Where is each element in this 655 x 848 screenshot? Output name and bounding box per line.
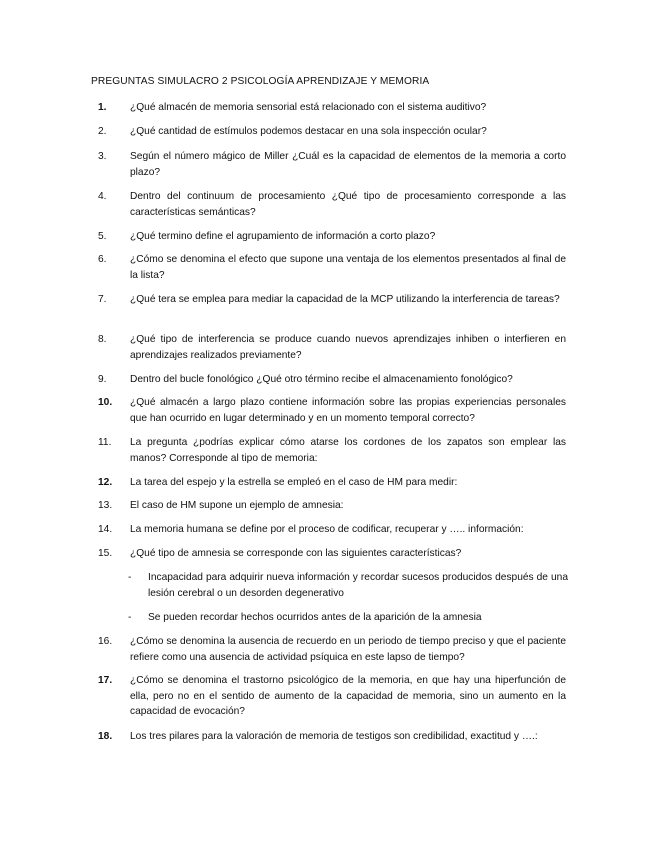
question-text: El caso de HM supone un ejemplo de amnesia: xyxy=(130,500,344,511)
bullet-text: Se pueden recordar hechos ocurridos antes de la aparición de la amnesia xyxy=(148,612,482,623)
question-item xyxy=(98,729,566,745)
question-item xyxy=(98,522,566,538)
question-text: ¿Qué tipo de interferencia se produce cuando nuevos aprendizajes inhiben o interfieren en aprendizajes realizados previamente? xyxy=(130,334,566,361)
question-item xyxy=(98,252,566,283)
question-number: 13. xyxy=(98,500,113,511)
bullet-item xyxy=(128,610,568,626)
question-text: ¿Qué cantidad de estímulos podemos destacar en una sola inspección ocular? xyxy=(130,126,487,137)
question-number: 17. xyxy=(98,675,113,686)
question-number: 6. xyxy=(98,254,107,265)
question-number: 8. xyxy=(98,334,107,345)
question-number: 1. xyxy=(98,102,107,113)
question-number: 15. xyxy=(98,548,113,559)
question-text: Los tres pilares para la valoración de memoria de testigos son credibilidad, exactitud y ….: xyxy=(130,731,538,742)
question-number: 11. xyxy=(98,437,112,448)
question-number: 4. xyxy=(98,191,107,202)
question-text: Según el número mágico de Miller ¿Cuál es la capacidad de elementos de la memoria a corto plazo? xyxy=(130,151,566,178)
question-item xyxy=(98,189,566,220)
question-number: 7. xyxy=(98,294,107,305)
question-item xyxy=(98,124,566,140)
question-text: La pregunta ¿podrías explicar cómo atarse los cordones de los zapatos son emplear las manos? Corresponde al tipo de memoria: xyxy=(130,437,566,464)
question-text: ¿Qué almacén de memoria sensorial está relacionado con el sistema auditivo? xyxy=(130,102,487,113)
question-item xyxy=(98,229,566,245)
question-number: 14. xyxy=(98,524,113,535)
question-number: 9. xyxy=(98,374,107,385)
question-number: 16. xyxy=(98,636,113,647)
question-number: 2. xyxy=(98,126,107,137)
question-number: 5. xyxy=(98,231,107,242)
question-item xyxy=(98,475,566,491)
document-title: PREGUNTAS SIMULACRO 2 PSICOLOGÍA APRENDIZAJE Y MEMORIA xyxy=(91,76,430,87)
question-text: ¿Qué tera se emplea para mediar la capacidad de la MCP utilizando la interferencia de tareas? xyxy=(130,294,560,305)
bullet-item xyxy=(128,570,568,601)
question-text: Dentro del continuum de procesamiento ¿Qué tipo de procesamiento corresponde a las características semánticas? xyxy=(130,191,566,218)
question-item xyxy=(98,100,566,116)
question-text: ¿Qué termino define el agrupamiento de información a corto plazo? xyxy=(130,231,436,242)
question-text: ¿Cómo se denomina el efecto que supone una ventaja de los elementos presentados al final de la lista? xyxy=(130,254,566,281)
question-item xyxy=(98,332,566,363)
question-item xyxy=(98,634,566,665)
question-text: La tarea del espejo y la estrella se empleó en el caso de HM para medir: xyxy=(130,477,458,488)
question-item xyxy=(98,673,566,720)
question-number: 18. xyxy=(98,731,113,742)
question-item xyxy=(98,546,566,562)
question-number: 10. xyxy=(98,397,113,408)
question-item xyxy=(98,498,566,514)
question-item xyxy=(98,435,566,466)
bullet-dash: - xyxy=(128,612,132,623)
question-item xyxy=(98,372,566,388)
question-text: ¿Qué tipo de amnesia se corresponde con las siguientes características? xyxy=(130,548,462,559)
question-item xyxy=(98,292,566,308)
question-text: ¿Cómo se denomina el trastorno psicológico de la memoria, en que hay una hiperfunción de ella, pero no en el sentido de aumento de la capacidad de memoria, sino un aumento en la capacidad de evocación? xyxy=(130,675,566,717)
question-number: 3. xyxy=(98,151,107,162)
question-text: La memoria humana se define por el proceso de codificar, recuperar y ….. información: xyxy=(130,524,524,535)
question-item xyxy=(98,149,566,180)
question-number: 12. xyxy=(98,477,113,488)
question-item xyxy=(98,395,566,426)
bullet-dash: - xyxy=(128,572,132,583)
question-text: ¿Cómo se denomina la ausencia de recuerdo en un periodo de tiempo preciso y que el paciente refiere como una ausencia de actividad psíquica en este lapso de tiempo? xyxy=(130,636,566,663)
bullet-text: Incapacidad para adquirir nueva información y recordar sucesos producidos después de una lesión cerebral o un desorden degenerativo xyxy=(148,572,568,599)
question-text: ¿Qué almacén a largo plazo contiene información sobre las propias experiencias personales que han ocurrido en lugar determinado y en un momento temporal correcto? xyxy=(130,397,566,424)
question-text: Dentro del bucle fonológico ¿Qué otro término recibe el almacenamiento fonológico? xyxy=(130,374,513,385)
